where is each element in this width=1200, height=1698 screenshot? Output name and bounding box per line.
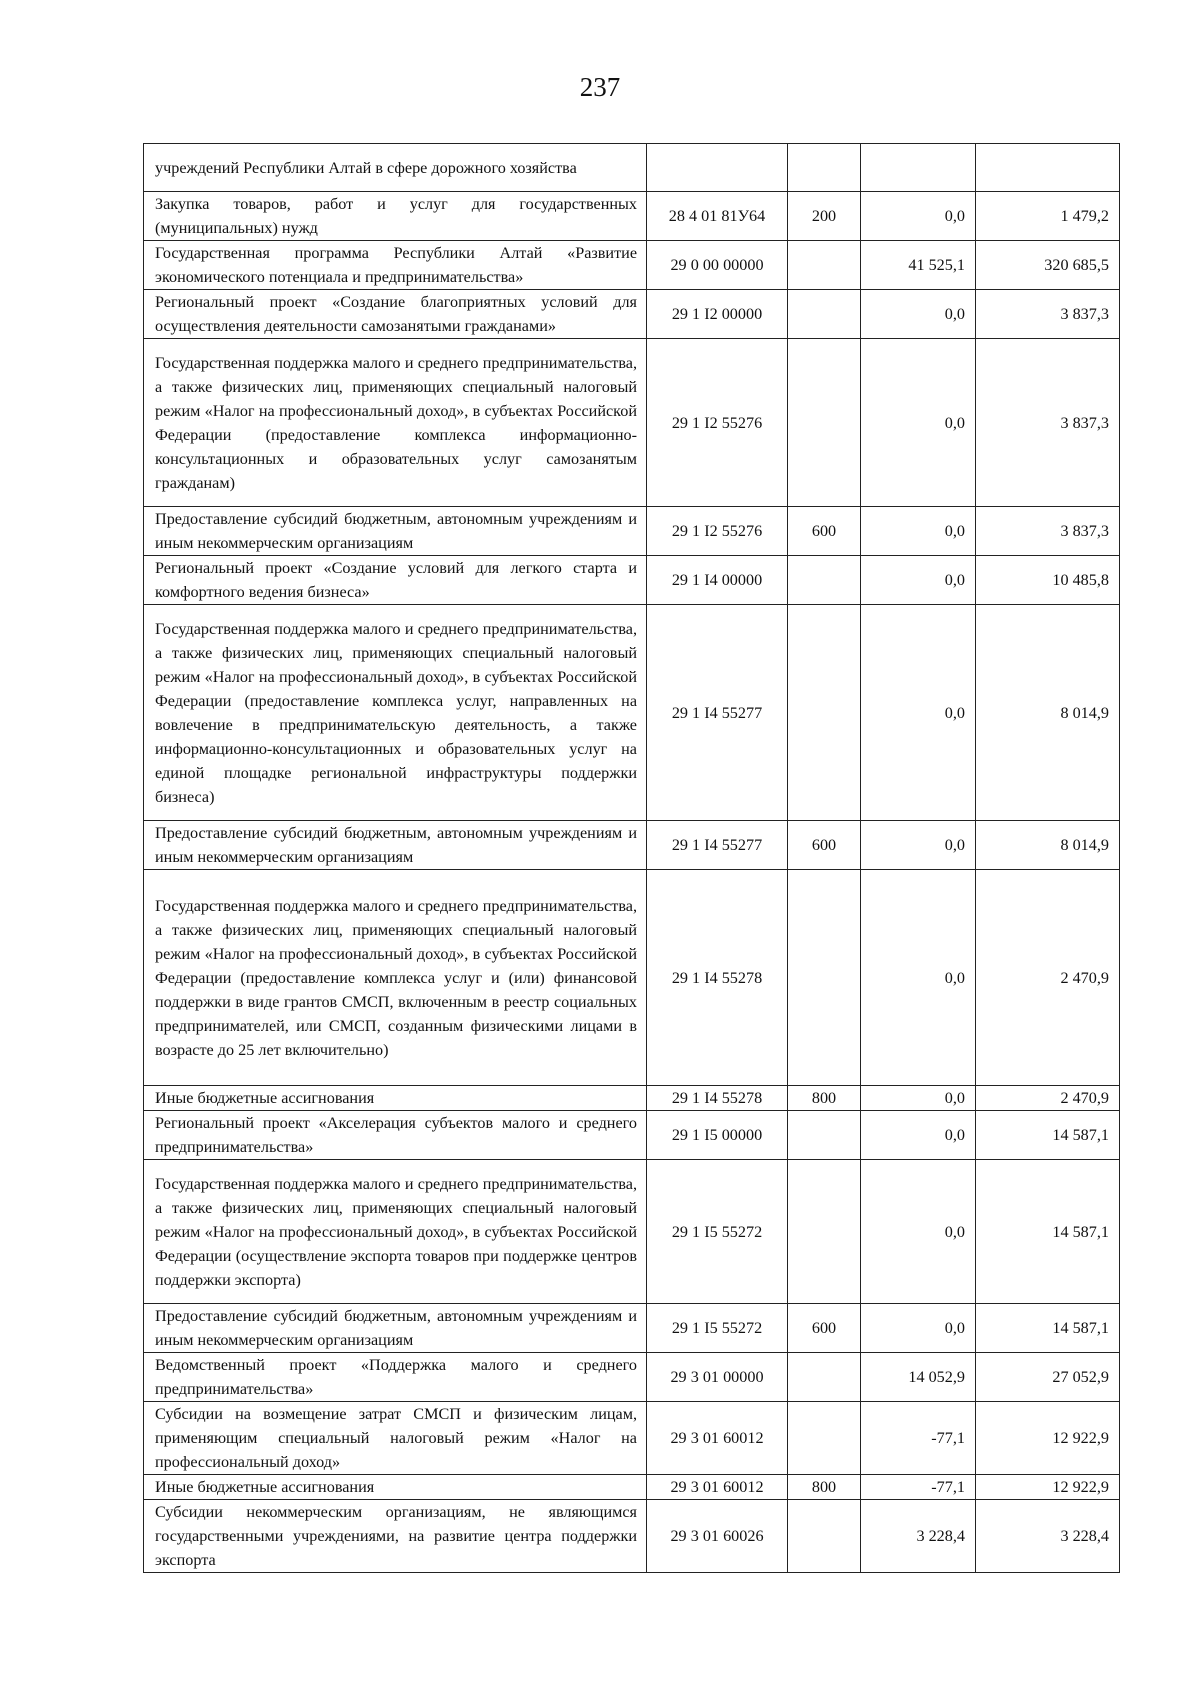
- row-code: [647, 144, 788, 192]
- table-row: [144, 507, 1120, 556]
- row-sum-total: 8 014,9: [976, 821, 1120, 870]
- row-sum-total: 1 479,2: [976, 192, 1120, 241]
- row-expense-type: 600: [788, 821, 861, 870]
- row-expense-type: [788, 1402, 861, 1475]
- row-code: 29 1 I4 55277: [647, 605, 788, 821]
- row-sum-total: 10 485,8: [976, 556, 1120, 605]
- row-sum-change: [861, 144, 976, 192]
- row-expense-type: [788, 1160, 861, 1304]
- row-name: Иные бюджетные ассигнования: [144, 1475, 647, 1500]
- row-sum-total: 14 587,1: [976, 1111, 1120, 1160]
- row-code: 29 1 I5 55272: [647, 1160, 788, 1304]
- row-code: 28 4 01 81У64: [647, 192, 788, 241]
- row-sum-change: 0,0: [861, 821, 976, 870]
- row-code: 29 1 I2 00000: [647, 290, 788, 339]
- row-name: Государственная поддержка малого и среднего предпринимательства, а также физических лиц, применяющих специальный налоговый режим «Налог на профессиональный доход», в субъектах Российской Федерации (предоставление комплекса услуг, направленных на вовлечение в предпринимательскую деятельность, а также информационно-консультационных и образовательных услуг на единой площадке региональной инфраструктуры поддержки бизнеса): [144, 605, 647, 821]
- row-expense-type: [788, 290, 861, 339]
- row-code: 29 3 01 00000: [647, 1353, 788, 1402]
- row-code: 29 0 00 00000: [647, 241, 788, 290]
- page-number: 237: [579, 72, 621, 102]
- row-code: 29 1 I2 55276: [647, 339, 788, 507]
- row-name: Ведомственный проект «Поддержка малого и среднего предпринимательства»: [144, 1353, 647, 1402]
- row-expense-type: 600: [788, 1304, 861, 1353]
- row-expense-type: [788, 241, 861, 290]
- row-sum-total: 14 587,1: [976, 1160, 1120, 1304]
- row-sum-change: 0,0: [861, 1304, 976, 1353]
- row-code: 29 1 I5 55272: [647, 1304, 788, 1353]
- row-sum-change: 0,0: [861, 192, 976, 241]
- row-name: Предоставление субсидий бюджетным, автономным учреждениям и иным некоммерческим организациям: [144, 1304, 647, 1353]
- row-expense-type: 200: [788, 192, 861, 241]
- row-name: Региональный проект «Акселерация субъектов малого и среднего предпринимательства»: [144, 1111, 647, 1160]
- row-expense-type: [788, 144, 861, 192]
- row-expense-type: [788, 556, 861, 605]
- table-row: [144, 1111, 1120, 1160]
- table-row: [144, 1500, 1120, 1573]
- row-sum-total: 27 052,9: [976, 1353, 1120, 1402]
- row-sum-change: -77,1: [861, 1475, 976, 1500]
- row-sum-change: 0,0: [861, 1111, 976, 1160]
- row-name: Закупка товаров, работ и услуг для государственных (муниципальных) нужд: [144, 192, 647, 241]
- row-name: Государственная поддержка малого и среднего предпринимательства, а также физических лиц, применяющих специальный налоговый режим «Налог на профессиональный доход», в субъектах Российской Федерации (осуществление экспорта товаров при поддержке центров поддержки экспорта): [144, 1160, 647, 1304]
- table-row: [144, 192, 1120, 241]
- row-sum-change: -77,1: [861, 1402, 976, 1475]
- row-sum-total: 14 587,1: [976, 1304, 1120, 1353]
- row-sum-total: 2 470,9: [976, 1086, 1120, 1111]
- row-code: 29 1 I4 55278: [647, 1086, 788, 1111]
- row-code: 29 1 I5 00000: [647, 1111, 788, 1160]
- row-sum-total: 12 922,9: [976, 1475, 1120, 1500]
- row-sum-change: 0,0: [861, 1086, 976, 1111]
- table-row: [144, 290, 1120, 339]
- row-sum-change: 41 525,1: [861, 241, 976, 290]
- row-expense-type: [788, 1111, 861, 1160]
- table-row: [144, 144, 1120, 192]
- table-row: [144, 1304, 1120, 1353]
- row-code: 29 1 I2 55276: [647, 507, 788, 556]
- row-expense-type: [788, 339, 861, 507]
- row-sum-total: 2 470,9: [976, 870, 1120, 1086]
- row-sum-total: 320 685,5: [976, 241, 1120, 290]
- table-row: [144, 241, 1120, 290]
- row-expense-type: 800: [788, 1086, 861, 1111]
- row-sum-change: 0,0: [861, 290, 976, 339]
- row-name: Государственная программа Республики Алтай «Развитие экономического потенциала и предпринимательства»: [144, 241, 647, 290]
- row-sum-change: 0,0: [861, 605, 976, 821]
- row-code: 29 1 I4 55278: [647, 870, 788, 1086]
- row-name: Предоставление субсидий бюджетным, автономным учреждениям и иным некоммерческим организациям: [144, 507, 647, 556]
- table-row: [144, 1160, 1120, 1304]
- table-row: [144, 821, 1120, 870]
- row-name: Региональный проект «Создание условий для легкого старта и комфортного ведения бизнеса»: [144, 556, 647, 605]
- row-name: Субсидии на возмещение затрат СМСП и физическим лицам, применяющим специальный налоговый режим «Налог на профессиональный доход»: [144, 1402, 647, 1475]
- row-sum-change: 0,0: [861, 339, 976, 507]
- table-row: [144, 870, 1120, 1086]
- table-row: [144, 556, 1120, 605]
- table-row: [144, 1086, 1120, 1111]
- row-name: Региональный проект «Создание благоприятных условий для осуществления деятельности самозанятыми гражданами»: [144, 290, 647, 339]
- budget-table: [143, 143, 1120, 1573]
- row-expense-type: 600: [788, 507, 861, 556]
- table-row: [144, 605, 1120, 821]
- row-sum-total: [976, 144, 1120, 192]
- row-code: 29 1 I4 00000: [647, 556, 788, 605]
- row-sum-change: 0,0: [861, 870, 976, 1086]
- row-code: 29 3 01 60026: [647, 1500, 788, 1573]
- row-sum-total: 12 922,9: [976, 1402, 1120, 1475]
- row-expense-type: [788, 605, 861, 821]
- row-expense-type: [788, 870, 861, 1086]
- row-sum-change: 0,0: [861, 507, 976, 556]
- row-name: Иные бюджетные ассигнования: [144, 1086, 647, 1111]
- row-code: 29 3 01 60012: [647, 1402, 788, 1475]
- row-sum-change: 14 052,9: [861, 1353, 976, 1402]
- row-sum-change: 0,0: [861, 556, 976, 605]
- row-name: Предоставление субсидий бюджетным, автономным учреждениям и иным некоммерческим организациям: [144, 821, 647, 870]
- row-name: Субсидии некоммерческим организациям, не являющимся государственными учреждениями, на развитие центра поддержки экспорта: [144, 1500, 647, 1573]
- row-code: 29 3 01 60012: [647, 1475, 788, 1500]
- row-expense-type: 800: [788, 1475, 861, 1500]
- table-row: [144, 1402, 1120, 1475]
- row-sum-total: 3 837,3: [976, 339, 1120, 507]
- row-expense-type: [788, 1500, 861, 1573]
- row-sum-total: 8 014,9: [976, 605, 1120, 821]
- row-sum-change: 0,0: [861, 1160, 976, 1304]
- table-row: [144, 1353, 1120, 1402]
- table-row: [144, 339, 1120, 507]
- row-name: Государственная поддержка малого и среднего предпринимательства, а также физических лиц, применяющих специальный налоговый режим «Налог на профессиональный доход», в субъектах Российской Федерации (предоставление комплекса информационно-консультационных и образовательных услуг самозанятым гражданам): [144, 339, 647, 507]
- table-row: [144, 1475, 1120, 1500]
- row-name: учреждений Республики Алтай в сфере дорожного хозяйства: [144, 144, 647, 192]
- row-expense-type: [788, 1353, 861, 1402]
- row-name: Государственная поддержка малого и среднего предпринимательства, а также физических лиц, применяющих специальный налоговый режим «Налог на профессиональный доход», в субъектах Российской Федерации (предоставление комплекса услуг и (или) финансовой поддержки в виде грантов СМСП, включенным в реестр социальных предпринимателей, или СМСП, созданным физическими лицами в возрасте до 25 лет включительно): [144, 870, 647, 1086]
- row-sum-total: 3 837,3: [976, 290, 1120, 339]
- row-code: 29 1 I4 55277: [647, 821, 788, 870]
- row-sum-total: 3 228,4: [976, 1500, 1120, 1573]
- row-sum-change: 3 228,4: [861, 1500, 976, 1573]
- row-sum-total: 3 837,3: [976, 507, 1120, 556]
